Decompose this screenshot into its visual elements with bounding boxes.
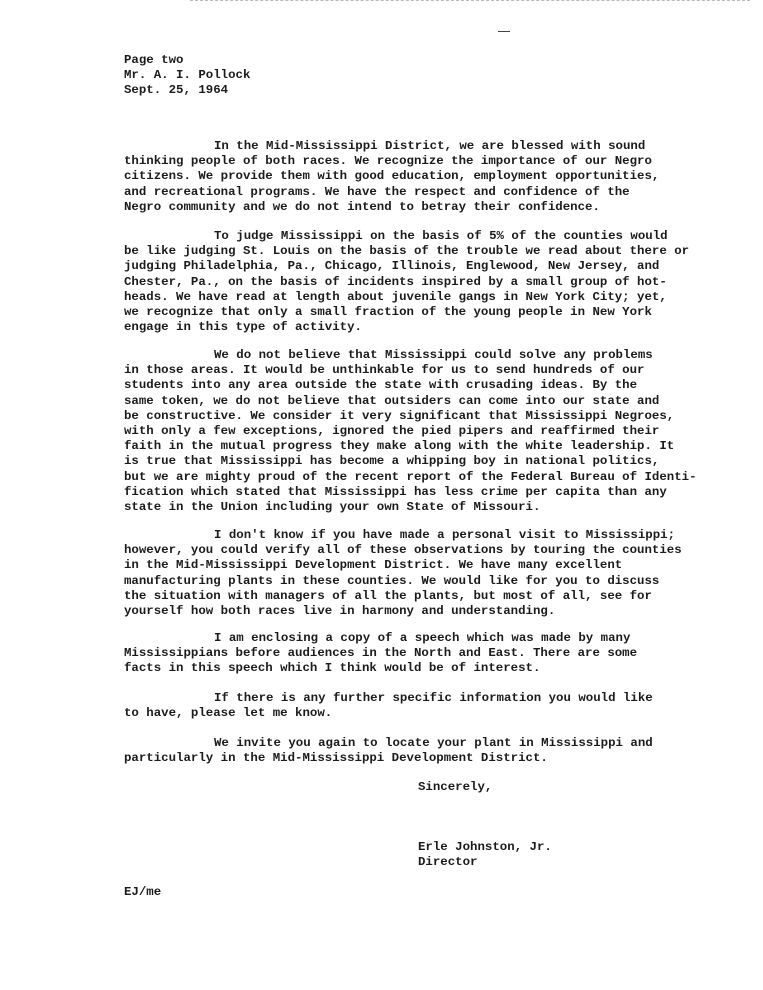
paragraph-line: same token, we do not believe that outsiders can come into our state and (124, 393, 660, 408)
paragraph-line: We do not believe that Mississippi could solve any problems (214, 348, 653, 362)
paragraph-line: thinking people of both races. We recognize the importance of our Negro (124, 154, 652, 169)
paragraph-line: in the Mid-Mississippi Development District. We have many excellent (124, 558, 623, 573)
paragraph-7 (124, 736, 714, 766)
paragraph-6 (124, 691, 714, 721)
paragraph-line: engage in this type of activity. (124, 320, 362, 335)
paragraph-line: I don't know if you have made a personal visit to Mississippi; (214, 528, 676, 542)
paragraph-line: judging Philadelphia, Pa., Chicago, Illinois, Englewood, New Jersey, and (124, 259, 660, 274)
paragraph-line: yourself how both races live in harmony and understanding. (124, 603, 556, 618)
paragraph-line: In the Mid-Mississippi District, we are blessed with sound (214, 139, 646, 153)
paragraph-line: with only a few exceptions, ignored the pied pipers and reaffirmed their (124, 423, 660, 438)
paragraph-line: I am enclosing a copy of a speech which was made by many (214, 631, 631, 645)
paragraph-line: and recreational programs. We have the respect and confidence of the (124, 184, 630, 199)
paragraph-2 (124, 229, 714, 335)
paragraph-line: If there is any further specific information you would like (214, 691, 653, 705)
signer-title: Director (418, 855, 478, 870)
typist-initials: EJ/me (124, 885, 162, 899)
signature-block (418, 840, 678, 870)
paragraph-line: in those areas. It would be unthinkable for us to send hundreds of our (124, 363, 645, 378)
paragraph-5 (124, 631, 714, 677)
letter-date: Sept. 25, 1964 (124, 83, 229, 98)
paragraph-line: Chester, Pa., on the basis of incidents inspired by a small group of hot- (124, 274, 667, 289)
page-top-edge (190, 0, 750, 1)
paragraph-line: fication which stated that Mississippi has less crime per capita than any (124, 484, 667, 499)
paragraph-1 (124, 139, 714, 215)
paragraph-line: We invite you again to locate your plant in Mississippi and (214, 736, 653, 750)
paragraph-4 (124, 528, 714, 619)
paragraph-line: is true that Mississippi has become a whipping boy in national politics, (124, 454, 660, 469)
paragraph-line: Mississippians before audiences in the North and East. There are some (124, 646, 638, 661)
paragraph-line: particularly in the Mid-Mississippi Development District. (124, 751, 548, 766)
closing-salutation: Sincerely, (418, 780, 493, 794)
paragraph-3 (124, 348, 714, 515)
paragraph-line: manufacturing plants in these counties. We would like for you to discuss (124, 573, 660, 588)
paragraph-line: but we are mighty proud of the recent report of the Federal Bureau of Identi- (124, 469, 697, 484)
paragraph-line: To judge Mississippi on the basis of 5% of the counties would (214, 229, 668, 243)
paragraph-line: facts in this speech which I think would be of interest. (124, 661, 541, 676)
paragraph-line: heads. We have read at length about juvenile gangs in New York City; yet, (124, 289, 667, 304)
signer-name: Erle Johnston, Jr. (418, 840, 552, 854)
recipient-name: Mr. A. I. Pollock (124, 68, 251, 83)
paragraph-line: students into any area outside the state with crusading ideas. By the (124, 378, 638, 393)
paragraph-line: citizens. We provide them with good education, employment opportunities, (124, 169, 660, 184)
paragraph-line: Negro community and we do not intend to betray their confidence. (124, 199, 600, 214)
page-mark (498, 31, 510, 32)
paragraph-line: be constructive. We consider it very significant that Mississippi Negroes, (124, 408, 675, 423)
paragraph-line: we recognize that only a small fraction of the young people in New York (124, 304, 652, 319)
paragraph-line: to have, please let me know. (124, 706, 333, 721)
page-label: Page two (124, 53, 184, 67)
paragraph-line: the situation with managers of all the plants, but most of all, see for (124, 588, 652, 603)
paragraph-line: however, you could verify all of these observations by touring the counties (124, 543, 682, 558)
paragraph-line: faith in the mutual progress they make along with the white leadership. It (124, 439, 675, 454)
paragraph-line: be like judging St. Louis on the basis of the trouble we read about there or (124, 244, 690, 259)
paragraph-line: state in the Union including your own State of Missouri. (124, 499, 541, 514)
letter-header (124, 53, 384, 99)
